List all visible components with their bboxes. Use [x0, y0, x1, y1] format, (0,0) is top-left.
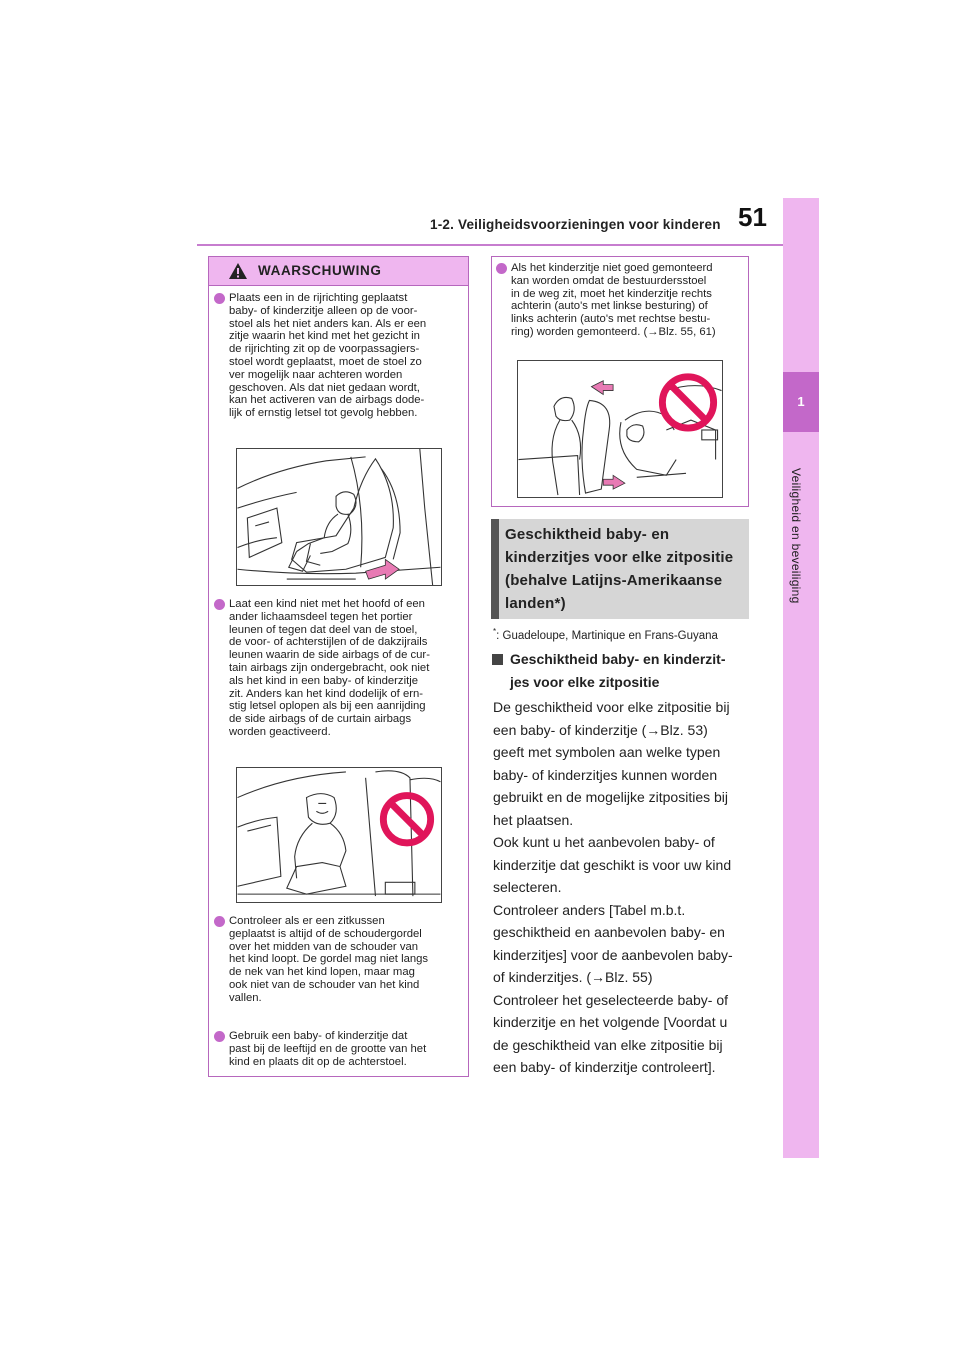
bullet-icon [214, 1031, 225, 1042]
section-title: 1-2. Veiligheidsvoorzieningen voor kinderen [430, 217, 721, 232]
page-number: 51 [738, 202, 767, 232]
bullet-icon [214, 293, 225, 304]
warning-item: Controleer als er een zitkussen geplaatst is altijd of de schoudergordel over het midden van de schouder van het kind loopt. De gordel mag niet langs de nek van het kind lopen, maar mag ook niet van de schouder van het kind vallen. [214, 915, 464, 1005]
body-text [493, 696, 749, 1079]
section-heading: Geschiktheid baby- en kinderzitjes voor elke zitpositie (behalve Latijns-Amerikaanse landen*) [505, 526, 734, 612]
rear-seat-note: Als het kinderzitje niet goed gemonteerd kan worden omdat de bestuurdersstoel in de weg zit, moet het kinderzitje rechts achterin (auto's met linkse besturing) of links achterin (auto's met rechtse bestu- ring) worden gemonteerd. (→Blz. 55, 61) [496, 262, 746, 339]
warning-item: Plaats een in de rijrichting geplaatst baby- of kinderzitje alleen op de voor- stoel als het niet anders kan. Als er een zitje waarin het kind met het gezicht in de rijrichting zit op de voorpassagiers- stoel wordt geplaatst, moet de stoel zo ver mogelijk naar achteren worden geschoven. Als dat niet gedaan wordt, kan het activeren van de airbags dode- lijk of ernstig letsel tot gevolg hebben. [214, 292, 464, 420]
paragraph: Controleer het geselecteerde baby- of kinderzitje en het volgende [Voordat u de geschiktheid van elke zitpositie bij een baby- of kinderzitje controleert]. [493, 991, 729, 1075]
child-leaning-door-illustration [236, 767, 442, 903]
warning-item: Gebruik een baby- of kinderzitje dat past bij de leeftijd en de grootte van het kind en plaats dit op de achterstoel. [214, 1030, 464, 1068]
chapter-title: Veiligheid en beveiliging [789, 468, 803, 604]
warning-title: WAARSCHUWING [258, 263, 382, 278]
paragraph: Controleer anders [Tabel m.b.t. geschiktheid en aanbevolen baby- en kinderzitjes] voor de aanbevolen baby- of kinderzitjes. (→Blz. 55) [493, 901, 733, 985]
footnote: *: Guadeloupe, Martinique en Frans-Guyana [493, 627, 718, 642]
section-heading-bar [491, 519, 499, 619]
bullet-icon [496, 263, 507, 274]
warning-triangle-icon [228, 262, 248, 280]
header-divider [197, 244, 783, 246]
warning-item: Laat een kind niet met het hoofd of een ander lichaamsdeel tegen het portier leunen of tegen dat deel van de stoel, de voor- of achterstijlen of de dakzijrails leunen waarin de side airbags of de cur- tain airbags zijn ondergebracht, ook niet als het kind in een baby- of kinderzitje zit. Anders kan het kind dodelijk of ern- stig letsel oplopen als bij een aanrijding de side airbags of de curtain airbags worden geactiveerd. [214, 598, 464, 739]
forward-facing-child-seat-illustration [236, 448, 442, 586]
bullet-icon [214, 599, 225, 610]
chapter-side-tab [783, 198, 819, 1158]
subheading: Geschiktheid baby- en kinderzit- jes voor elke zitpositie [510, 651, 726, 690]
paragraph: De geschiktheid voor elke zitpositie bij een baby- of kinderzitje (→Blz. 53) geeft met symbolen aan welke typen baby- of kinderzitjes kunnen worden gebruikt en de mogelijke zitposities bij het plaatsen. [493, 699, 730, 828]
subheading-square-icon [492, 654, 503, 665]
chapter-number: 1 [783, 372, 819, 432]
paragraph: Ook kunt u het aanbevolen baby- of kinderzitje dat geschikt is voor uw kind selecteren. [493, 834, 732, 895]
bullet-icon [214, 916, 225, 927]
rear-facing-seat-blocked-illustration [517, 360, 723, 498]
